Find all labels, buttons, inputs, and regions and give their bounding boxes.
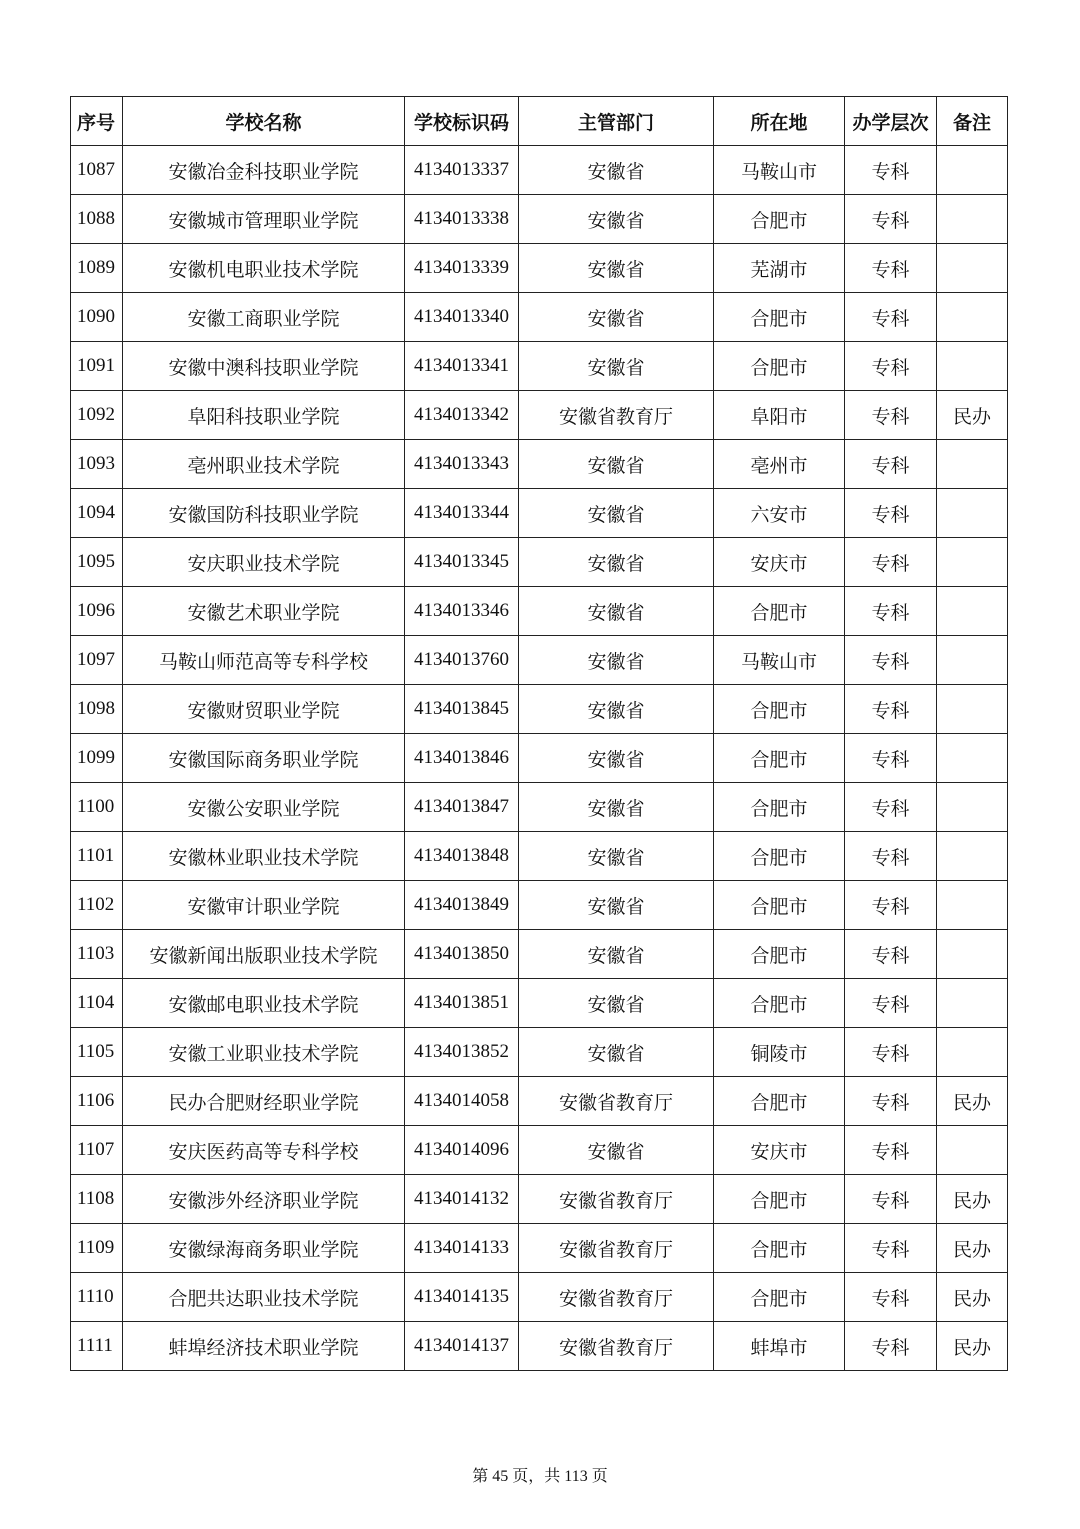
cell-serial-number: 1109 — [71, 1224, 123, 1273]
cell-serial-number: 1101 — [71, 832, 123, 881]
cell-school-code: 4134013760 — [405, 636, 519, 685]
cell-location: 合肥市 — [714, 1175, 845, 1224]
table-row — [71, 293, 1008, 342]
cell-remarks — [937, 342, 1008, 391]
cell-school-name: 阜阳科技职业学院 — [123, 391, 405, 440]
table-row — [71, 1175, 1008, 1224]
cell-school-code: 4134014058 — [405, 1077, 519, 1126]
cell-department: 安徽省 — [519, 685, 714, 734]
table-row — [71, 244, 1008, 293]
cell-department: 安徽省 — [519, 440, 714, 489]
cell-location: 合肥市 — [714, 734, 845, 783]
cell-level: 专科 — [845, 685, 937, 734]
page-footer: 第 45 页，共 113 页 — [472, 1468, 608, 1485]
cell-department: 安徽省教育厅 — [519, 1175, 714, 1224]
cell-department: 安徽省 — [519, 146, 714, 195]
cell-serial-number: 1090 — [71, 293, 123, 342]
table-row — [71, 1273, 1008, 1322]
cell-department: 安徽省 — [519, 195, 714, 244]
cell-serial-number: 1111 — [71, 1322, 123, 1371]
table-row — [71, 930, 1008, 979]
table-row — [71, 489, 1008, 538]
cell-level: 专科 — [845, 1224, 937, 1273]
table-row — [71, 195, 1008, 244]
cell-level: 专科 — [845, 1273, 937, 1322]
cell-location: 安庆市 — [714, 538, 845, 587]
cell-serial-number: 1100 — [71, 783, 123, 832]
cell-serial-number: 1106 — [71, 1077, 123, 1126]
table-row — [71, 636, 1008, 685]
cell-serial-number: 1104 — [71, 979, 123, 1028]
cell-location: 合肥市 — [714, 1077, 845, 1126]
table-row — [71, 1224, 1008, 1273]
cell-remarks — [937, 636, 1008, 685]
cell-school-code: 4134013846 — [405, 734, 519, 783]
cell-department: 安徽省 — [519, 342, 714, 391]
table-row — [71, 146, 1008, 195]
cell-department: 安徽省 — [519, 636, 714, 685]
cell-remarks — [937, 783, 1008, 832]
cell-school-name: 马鞍山师范高等专科学校 — [123, 636, 405, 685]
cell-remarks — [937, 538, 1008, 587]
cell-remarks: 民办 — [937, 1224, 1008, 1273]
cell-department: 安徽省 — [519, 587, 714, 636]
cell-level: 专科 — [845, 783, 937, 832]
cell-school-code: 4134013343 — [405, 440, 519, 489]
cell-school-code: 4134014096 — [405, 1126, 519, 1175]
cell-location: 马鞍山市 — [714, 146, 845, 195]
cell-level: 专科 — [845, 1322, 937, 1371]
cell-remarks — [937, 734, 1008, 783]
cell-school-name: 安徽审计职业学院 — [123, 881, 405, 930]
cell-school-code: 4134013848 — [405, 832, 519, 881]
cell-school-code: 4134013345 — [405, 538, 519, 587]
table-row — [71, 440, 1008, 489]
cell-department: 安徽省 — [519, 489, 714, 538]
cell-school-code: 4134013338 — [405, 195, 519, 244]
cell-department: 安徽省 — [519, 538, 714, 587]
cell-level: 专科 — [845, 538, 937, 587]
cell-level: 专科 — [845, 881, 937, 930]
cell-level: 专科 — [845, 1077, 937, 1126]
cell-remarks — [937, 293, 1008, 342]
cell-level: 专科 — [845, 1028, 937, 1077]
cell-school-code: 4134013337 — [405, 146, 519, 195]
cell-school-name: 民办合肥财经职业学院 — [123, 1077, 405, 1126]
cell-location: 蚌埠市 — [714, 1322, 845, 1371]
cell-school-code: 4134014137 — [405, 1322, 519, 1371]
cell-school-name: 安徽绿海商务职业学院 — [123, 1224, 405, 1273]
cell-school-name: 安徽林业职业技术学院 — [123, 832, 405, 881]
table-row — [71, 391, 1008, 440]
cell-school-name: 安徽国防科技职业学院 — [123, 489, 405, 538]
cell-level: 专科 — [845, 587, 937, 636]
cell-department: 安徽省 — [519, 930, 714, 979]
cell-remarks — [937, 1028, 1008, 1077]
cell-department: 安徽省教育厅 — [519, 1273, 714, 1322]
cell-school-code: 4134014132 — [405, 1175, 519, 1224]
table-row — [71, 342, 1008, 391]
header-department: 主管部门 — [519, 97, 714, 146]
cell-serial-number: 1095 — [71, 538, 123, 587]
cell-location: 合肥市 — [714, 1273, 845, 1322]
cell-level: 专科 — [845, 636, 937, 685]
table-row — [71, 832, 1008, 881]
cell-department: 安徽省教育厅 — [519, 391, 714, 440]
table-row — [71, 538, 1008, 587]
cell-location: 合肥市 — [714, 195, 845, 244]
cell-remarks: 民办 — [937, 1322, 1008, 1371]
cell-level: 专科 — [845, 1126, 937, 1175]
cell-school-name: 安徽城市管理职业学院 — [123, 195, 405, 244]
cell-remarks — [937, 195, 1008, 244]
cell-school-code: 4134013340 — [405, 293, 519, 342]
cell-school-code: 4134013850 — [405, 930, 519, 979]
cell-department: 安徽省教育厅 — [519, 1077, 714, 1126]
table-header-row — [71, 97, 1008, 146]
cell-school-code: 4134013845 — [405, 685, 519, 734]
cell-location: 六安市 — [714, 489, 845, 538]
cell-location: 合肥市 — [714, 881, 845, 930]
cell-department: 安徽省教育厅 — [519, 1322, 714, 1371]
cell-school-name: 蚌埠经济技术职业学院 — [123, 1322, 405, 1371]
cell-level: 专科 — [845, 930, 937, 979]
cell-school-name: 安庆职业技术学院 — [123, 538, 405, 587]
cell-level: 专科 — [845, 832, 937, 881]
cell-location: 亳州市 — [714, 440, 845, 489]
cell-serial-number: 1099 — [71, 734, 123, 783]
cell-department: 安徽省 — [519, 979, 714, 1028]
cell-serial-number: 1107 — [71, 1126, 123, 1175]
cell-school-code: 4134013847 — [405, 783, 519, 832]
cell-school-name: 安徽涉外经济职业学院 — [123, 1175, 405, 1224]
table-row — [71, 734, 1008, 783]
cell-school-code: 4134013346 — [405, 587, 519, 636]
cell-location: 合肥市 — [714, 832, 845, 881]
cell-remarks: 民办 — [937, 1175, 1008, 1224]
cell-serial-number: 1108 — [71, 1175, 123, 1224]
cell-serial-number: 1093 — [71, 440, 123, 489]
cell-location: 合肥市 — [714, 783, 845, 832]
cell-level: 专科 — [845, 195, 937, 244]
cell-remarks — [937, 979, 1008, 1028]
cell-location: 芜湖市 — [714, 244, 845, 293]
cell-location: 安庆市 — [714, 1126, 845, 1175]
cell-serial-number: 1092 — [71, 391, 123, 440]
cell-level: 专科 — [845, 1175, 937, 1224]
cell-location: 铜陵市 — [714, 1028, 845, 1077]
table-row — [71, 1126, 1008, 1175]
cell-serial-number: 1097 — [71, 636, 123, 685]
cell-location: 合肥市 — [714, 685, 845, 734]
cell-location: 阜阳市 — [714, 391, 845, 440]
table-row — [71, 881, 1008, 930]
table-row — [71, 685, 1008, 734]
cell-school-code: 4134013851 — [405, 979, 519, 1028]
table-row — [71, 1028, 1008, 1077]
cell-location: 合肥市 — [714, 342, 845, 391]
cell-school-code: 4134013341 — [405, 342, 519, 391]
cell-school-name: 安徽邮电职业技术学院 — [123, 979, 405, 1028]
cell-department: 安徽省 — [519, 244, 714, 293]
cell-level: 专科 — [845, 440, 937, 489]
cell-department: 安徽省 — [519, 783, 714, 832]
cell-serial-number: 1087 — [71, 146, 123, 195]
table-row — [71, 587, 1008, 636]
header-serial-number: 序号 — [71, 97, 123, 146]
cell-location: 马鞍山市 — [714, 636, 845, 685]
cell-serial-number: 1094 — [71, 489, 123, 538]
cell-school-code: 4134013339 — [405, 244, 519, 293]
header-school-code: 学校标识码 — [405, 97, 519, 146]
cell-school-name: 安徽艺术职业学院 — [123, 587, 405, 636]
cell-department: 安徽省 — [519, 1028, 714, 1077]
header-school-name: 学校名称 — [123, 97, 405, 146]
cell-level: 专科 — [845, 489, 937, 538]
cell-school-name: 安徽工业职业技术学院 — [123, 1028, 405, 1077]
cell-school-name: 安徽中澳科技职业学院 — [123, 342, 405, 391]
cell-school-name: 安徽工商职业学院 — [123, 293, 405, 342]
cell-level: 专科 — [845, 146, 937, 195]
cell-serial-number: 1089 — [71, 244, 123, 293]
cell-school-code: 4134014135 — [405, 1273, 519, 1322]
cell-remarks: 民办 — [937, 1077, 1008, 1126]
cell-remarks — [937, 930, 1008, 979]
cell-remarks — [937, 244, 1008, 293]
cell-serial-number: 1096 — [71, 587, 123, 636]
cell-serial-number: 1105 — [71, 1028, 123, 1077]
cell-school-name: 安徽财贸职业学院 — [123, 685, 405, 734]
cell-remarks: 民办 — [937, 1273, 1008, 1322]
cell-school-code: 4134013849 — [405, 881, 519, 930]
header-location: 所在地 — [714, 97, 845, 146]
cell-level: 专科 — [845, 244, 937, 293]
cell-level: 专科 — [845, 293, 937, 342]
cell-school-code: 4134013344 — [405, 489, 519, 538]
cell-location: 合肥市 — [714, 587, 845, 636]
cell-school-code: 4134013342 — [405, 391, 519, 440]
cell-serial-number: 1098 — [71, 685, 123, 734]
cell-level: 专科 — [845, 734, 937, 783]
cell-location: 合肥市 — [714, 930, 845, 979]
cell-school-name: 安徽冶金科技职业学院 — [123, 146, 405, 195]
header-level: 办学层次 — [845, 97, 937, 146]
cell-level: 专科 — [845, 979, 937, 1028]
cell-level: 专科 — [845, 342, 937, 391]
cell-remarks — [937, 489, 1008, 538]
cell-remarks — [937, 685, 1008, 734]
table-row — [71, 1077, 1008, 1126]
cell-remarks — [937, 881, 1008, 930]
cell-department: 安徽省 — [519, 881, 714, 930]
cell-serial-number: 1110 — [71, 1273, 123, 1322]
cell-remarks — [937, 587, 1008, 636]
cell-department: 安徽省 — [519, 293, 714, 342]
cell-department: 安徽省 — [519, 1126, 714, 1175]
header-remarks: 备注 — [937, 97, 1008, 146]
school-list-table — [70, 96, 1008, 1371]
cell-school-name: 安徽机电职业技术学院 — [123, 244, 405, 293]
table-row — [71, 783, 1008, 832]
cell-serial-number: 1088 — [71, 195, 123, 244]
cell-department: 安徽省 — [519, 734, 714, 783]
cell-serial-number: 1102 — [71, 881, 123, 930]
cell-school-name: 安徽公安职业学院 — [123, 783, 405, 832]
cell-remarks: 民办 — [937, 391, 1008, 440]
cell-school-name: 亳州职业技术学院 — [123, 440, 405, 489]
cell-school-code: 4134014133 — [405, 1224, 519, 1273]
cell-location: 合肥市 — [714, 979, 845, 1028]
cell-school-name: 合肥共达职业技术学院 — [123, 1273, 405, 1322]
cell-school-name: 安徽新闻出版职业技术学院 — [123, 930, 405, 979]
cell-remarks — [937, 1126, 1008, 1175]
cell-remarks — [937, 146, 1008, 195]
cell-serial-number: 1103 — [71, 930, 123, 979]
cell-school-name: 安庆医药高等专科学校 — [123, 1126, 405, 1175]
table-row — [71, 979, 1008, 1028]
cell-school-name: 安徽国际商务职业学院 — [123, 734, 405, 783]
cell-department: 安徽省 — [519, 832, 714, 881]
table-row — [71, 1322, 1008, 1371]
cell-serial-number: 1091 — [71, 342, 123, 391]
cell-department: 安徽省教育厅 — [519, 1224, 714, 1273]
cell-location: 合肥市 — [714, 293, 845, 342]
cell-remarks — [937, 832, 1008, 881]
cell-level: 专科 — [845, 391, 937, 440]
cell-remarks — [937, 440, 1008, 489]
cell-location: 合肥市 — [714, 1224, 845, 1273]
cell-school-code: 4134013852 — [405, 1028, 519, 1077]
